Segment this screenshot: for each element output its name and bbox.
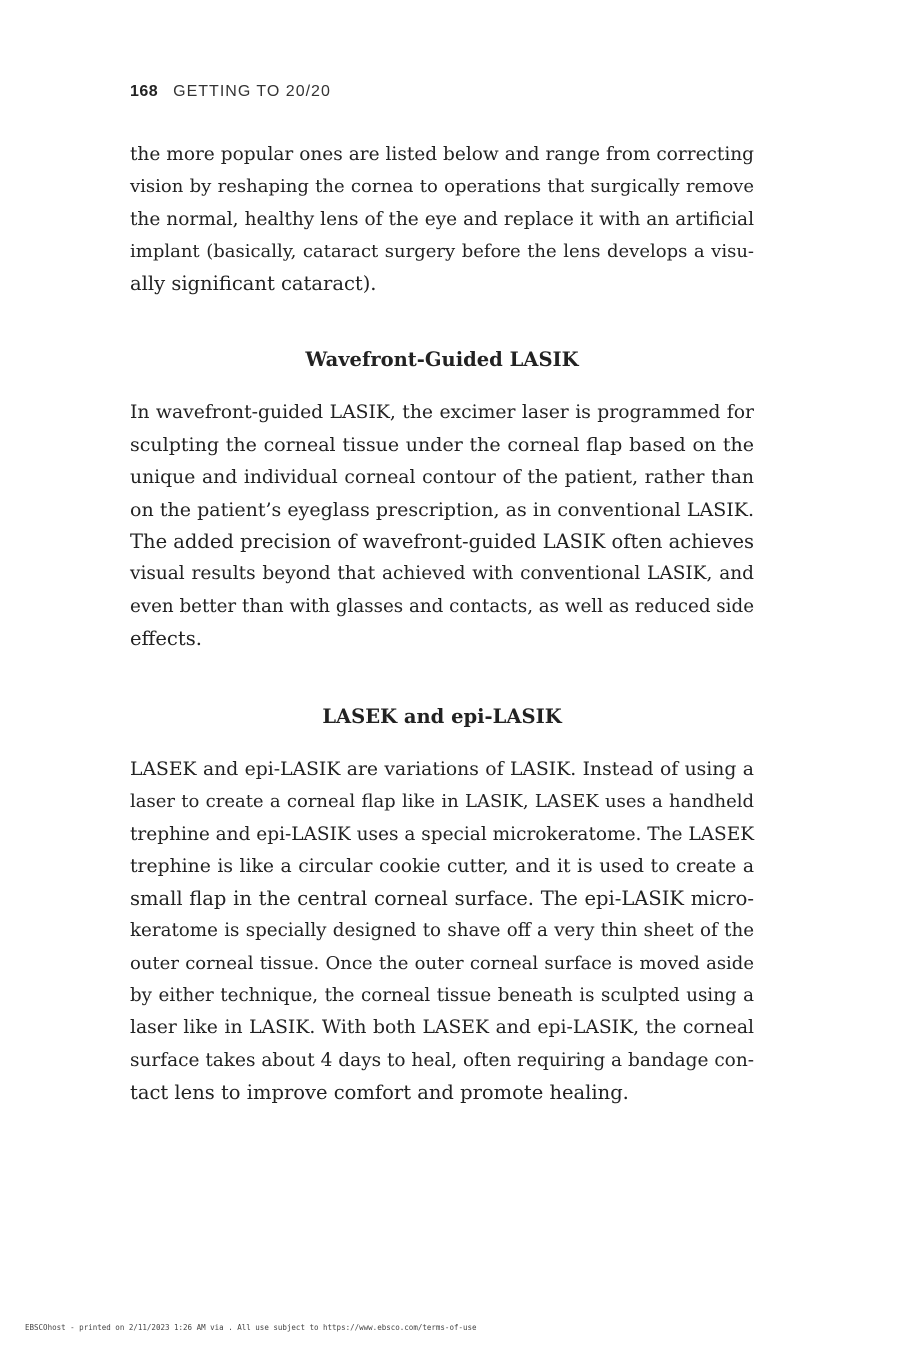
paragraph-line: laser like in LASIK. With both LASEK and epi-LASIK, the corneal [130, 1017, 754, 1039]
running-header [130, 83, 331, 101]
paragraph-line: surface takes about 4 days to heal, often requiring a bandage con- [130, 1049, 754, 1071]
section-heading-lasek: LASEK and epi-LASIK [322, 705, 562, 728]
running-title: GETTING TO 20/20 [173, 83, 331, 100]
wavefront-paragraph [130, 397, 754, 655]
paragraph-line: trephine and epi-LASIK uses a special microkeratome. The LASEK [130, 823, 755, 845]
paragraph-line: the more popular ones are listed below and range from correcting [130, 144, 754, 165]
paragraph-line: ally significant cataract). [130, 272, 377, 296]
paragraph-line: outer corneal tissue. Once the outer corneal surface is moved aside [130, 952, 754, 974]
paragraph-line: small flap in the central corneal surface. The epi-LASIK micro- [130, 887, 754, 911]
paragraph-line: effects. [130, 627, 202, 651]
paragraph-line: implant (basically, cataract surgery before the lens develops a visu- [130, 240, 754, 262]
paragraph-line: In wavefront-guided LASIK, the excimer laser is programmed for [130, 402, 754, 423]
paragraph-line: by either technique, the corneal tissue beneath is sculpted using a [130, 985, 754, 1007]
paragraph-line: tact lens to improve comfort and promote healing. [130, 1080, 629, 1104]
paragraph-line: sculpting the corneal tissue under the corneal flap based on the [130, 434, 754, 457]
paragraph-line: trephine is like a circular cookie cutter, and it is used to create a [130, 855, 754, 877]
lasek-paragraph [130, 754, 754, 1109]
paragraph-line: keratome is specially designed to shave off a very thin sheet of the [130, 920, 754, 942]
print-footer: EBSCOhost - printed on 2/11/2023 1:26 AM via . All use subject to https://www.ebsco.com/terms-of-use [25, 1323, 477, 1332]
section-heading-wavefront: Wavefront-Guided LASIK [305, 348, 579, 371]
paragraph-line: vision by reshaping the cornea to operations that surgically remove [130, 176, 754, 198]
paragraph-line: laser to create a corneal flap like in LASIK, LASEK uses a handheld [130, 791, 754, 813]
page-number: 168 [130, 83, 159, 100]
paragraph-line: The added precision of wavefront-guided LASIK often achieves [130, 530, 755, 554]
intro-paragraph [130, 139, 754, 300]
paragraph-line: unique and individual corneal contour of the patient, rather than [130, 466, 754, 488]
paragraph-line: on the patient’s eyeglass prescription, as in conventional LASIK. [130, 498, 754, 521]
paragraph-line: visual results beyond that achieved with conventional LASIK, and [130, 563, 754, 585]
paragraph-line: LASEK and epi-LASIK are variations of LASIK. Instead of using a [130, 759, 754, 780]
paragraph-line: the normal, healthy lens of the eye and replace it with an artificial [130, 208, 754, 230]
paragraph-line: even better than with glasses and contacts, as well as reduced side [130, 595, 754, 617]
